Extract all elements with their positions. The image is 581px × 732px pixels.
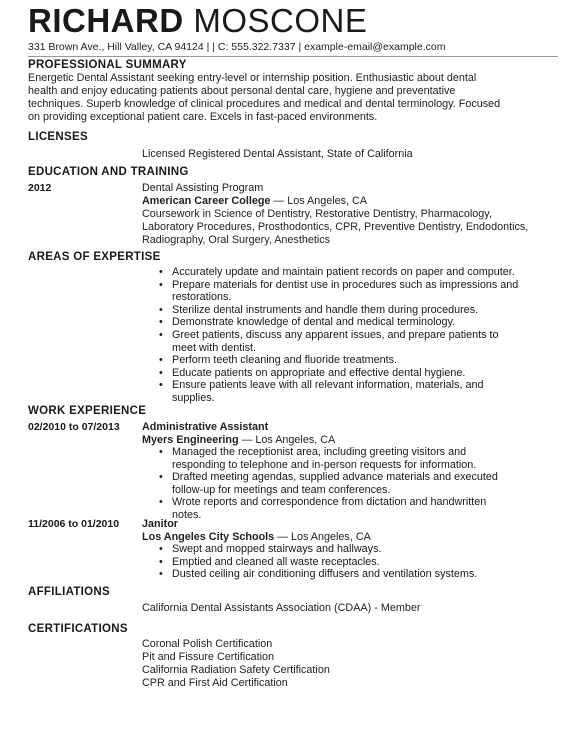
- section-title-certifications: CERTIFICATIONS: [28, 623, 128, 635]
- job-location: — Los Angeles, CA: [238, 434, 336, 446]
- list-item: • Emptied and cleaned all waste receptacles.: [156, 556, 477, 569]
- list-item: • Sterilize dental instruments and handle them during procedures.: [156, 304, 518, 317]
- certification-item: California Radiation Safety Certification: [142, 664, 330, 676]
- certification-item: Pit and Fissure Certification: [142, 651, 275, 663]
- education-school-line: [142, 195, 528, 208]
- divider: [28, 56, 558, 57]
- job-company: Myers Engineering: [142, 434, 239, 446]
- list-item: • Greet patients, discuss any apparent issues, and prepare patients to meet with dentist.: [156, 329, 518, 354]
- coursework-line: Radiography, Oral Surgery, Anesthetics: [142, 234, 331, 246]
- list-item: • Ensure patients leave with all relevant information, materials, and supplies.: [156, 379, 518, 404]
- section-title-summary: PROFESSIONAL SUMMARY: [28, 59, 187, 71]
- list-item: • Wrote reports and correspondence from dictation and handwritten notes.: [156, 496, 498, 521]
- education-program: Dental Assisting Program: [142, 182, 264, 194]
- job-bullets: [156, 446, 498, 522]
- list-item: • Managed the receptionist area, including greeting visitors and responding to telephone and in-person requests for information.: [156, 446, 498, 471]
- section-title-education: EDUCATION AND TRAINING: [28, 166, 189, 178]
- job-header: [142, 518, 371, 544]
- job-bullets: [156, 543, 477, 581]
- contact-line: 331 Brown Ave., Hill Valley, CA 94124 | | C: 555.322.7337 | example-email@example.com: [28, 41, 446, 53]
- education-block: [142, 182, 528, 247]
- candidate-name: [28, 2, 367, 40]
- certifications-list: [142, 638, 330, 690]
- list-item: • Perform teeth cleaning and fluoride treatments.: [156, 354, 518, 367]
- job-role: Administrative Assistant: [142, 421, 269, 433]
- certification-item: CPR and First Aid Certification: [142, 677, 288, 689]
- summary-line: techniques. Superb knowledge of clinical procedures and medical and dental terminology. Focused: [28, 98, 501, 110]
- list-item: • Demonstrate knowledge of dental and medical terminology.: [156, 316, 518, 329]
- list-item: • Prepare materials for dentist use in procedures such as impressions and restorations.: [156, 279, 518, 304]
- school-name: American Career College: [142, 195, 271, 207]
- job-header: [142, 421, 335, 447]
- coursework-line: Coursework in Science of Dentistry, Restorative Dentistry, Pharmacology,: [142, 208, 492, 220]
- job-location: — Los Angeles, CA: [274, 531, 371, 543]
- section-title-expertise: AREAS OF EXPERTISE: [28, 251, 161, 263]
- expertise-list: [156, 266, 518, 405]
- list-item: • Dusted ceiling air conditioning diffusers and ventilation systems.: [156, 568, 477, 581]
- job-dates: 02/2010 to 07/2013: [28, 421, 120, 433]
- summary-line: Energetic Dental Assistant seeking entry-level or internship position. Enthusiastic about dental: [28, 72, 477, 84]
- job-company: Los Angeles City Schools: [142, 531, 275, 543]
- list-item: • Swept and mopped stairways and hallways.: [156, 543, 477, 556]
- affiliation-item: California Dental Assistants Association (CDAA) - Member: [142, 602, 421, 614]
- license-item: Licensed Registered Dental Assistant, State of California: [142, 148, 413, 160]
- job-dates: 11/2006 to 01/2010: [28, 518, 120, 530]
- education-year: 2012: [28, 182, 52, 194]
- list-item: • Accurately update and maintain patient records on paper and computer.: [156, 266, 518, 279]
- section-title-affiliations: AFFILIATIONS: [28, 586, 110, 598]
- coursework-line: Laboratory Procedures, Prosthodontics, CPR, Preventive Dentistry, Endodontics,: [142, 221, 529, 233]
- job-role: Janitor: [142, 518, 178, 530]
- summary-line: on providing exceptional patient care. Excels in fast-paced environments.: [28, 111, 378, 123]
- summary-line: health and enjoy educating patients about personal dental care, hygiene and preventative: [28, 85, 456, 97]
- section-title-licenses: LICENSES: [28, 131, 88, 143]
- list-item: • Drafted meeting agendas, supplied advance materials and executed follow-up for meetings and team conferences.: [156, 471, 498, 496]
- list-item: • Educate patients on appropriate and effective dental hygiene.: [156, 367, 518, 380]
- last-name: MOSCONE: [193, 2, 368, 39]
- certification-item: Coronal Polish Certification: [142, 638, 273, 650]
- section-title-work: WORK EXPERIENCE: [28, 405, 147, 417]
- school-location: — Los Angeles, CA: [270, 195, 368, 207]
- first-name: RICHARD: [28, 2, 184, 39]
- summary-text: [28, 72, 500, 124]
